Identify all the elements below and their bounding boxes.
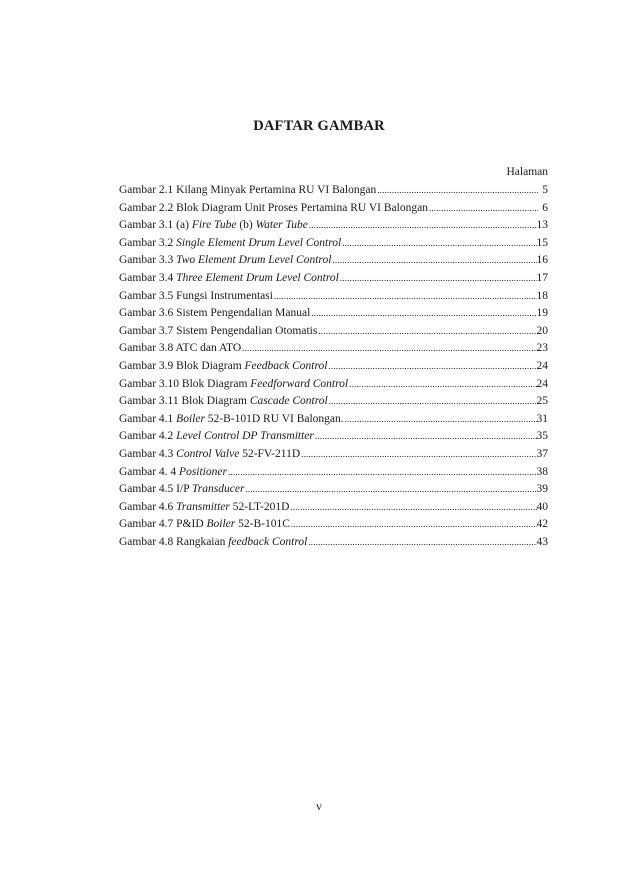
toc-entry-page-number: 23 [536,342,548,355]
toc-entry[interactable] [119,536,548,554]
toc-entry-italic-term: Three Element Drum Level Control [176,271,339,284]
toc-entry-label [119,395,328,407]
toc-entry-label [119,518,290,530]
toc-entry-page-number: 17 [536,271,548,284]
toc-entry-text: Gambar 3.7 Sistem Pengendalian Otomatis [119,324,318,337]
toc-entry-label [119,448,300,460]
toc-entry-label [119,360,327,372]
dot-leader [273,291,537,301]
toc-entry-text: Gambar 4.6 [119,500,177,513]
toc-entry[interactable] [119,448,548,466]
toc-entry-label [119,272,339,284]
toc-entry-label [119,290,273,302]
toc-entry-text: Gambar 3.6 Sistem Pengendalian Manual [119,307,311,320]
toc-entry-italic-term: Transmitter [176,500,230,513]
toc-entry-page-number: 40 [536,500,548,513]
dot-leader [344,414,537,424]
toc-entry-text: Gambar 4.8 Rangkaian [119,535,229,548]
toc-entry-label [119,536,307,548]
page-title: DAFTAR GAMBAR [253,118,385,134]
toc-entry-page-number: 43 [536,535,548,548]
toc-entry[interactable] [119,430,548,448]
toc-entry-page-number: 24 [536,377,548,390]
toc-entry-italic-term: Fire Tube [191,219,237,232]
toc-entry[interactable] [119,413,548,431]
toc-entry-page-number: 20 [536,324,548,337]
toc-entry-text: Gambar 4.1 [119,412,177,425]
toc-entry-text: Gambar 4. 4 [119,465,180,478]
toc-entry-italic-term: Transducer [192,483,245,496]
toc-entry-label [119,184,376,196]
dot-leader [300,449,536,459]
dot-leader [290,519,537,529]
toc-entry-page-number: 16 [536,254,548,267]
toc-entry-page-number: 37 [536,447,548,460]
toc-entry[interactable] [119,466,548,484]
toc-entry-label [119,501,289,513]
toc-entry-text: Gambar 3.5 Fungsi Instrumentasi [119,289,273,302]
page-column-header: Halaman [506,166,548,178]
toc-entry-page-number: 18 [536,289,548,302]
toc-entry-text: Gambar 3.9 Blok Diagram [119,359,245,372]
toc-entry-label [119,430,314,442]
toc-entry-italic-term: Boiler [176,412,205,425]
toc-entry[interactable] [119,307,548,325]
toc-entry-page-number: 24 [536,359,548,372]
toc-entry-label [119,254,331,266]
toc-entry-text: Gambar 2.1 Kilang Minyak Pertamina RU VI Balongan [119,184,377,196]
toc-entry-text: Gambar 4.5 I/P [119,483,193,496]
dot-leader [376,185,538,195]
toc-entry-italic-term: Feedforward Control [250,377,349,390]
dot-leader [428,203,538,213]
dot-leader [331,255,536,265]
dot-leader [317,326,536,336]
toc-entry-page-number: 39 [536,483,548,496]
toc-entry-page-number: 13 [536,219,548,232]
toc-entry[interactable] [119,360,548,378]
toc-entry-italic-term: Boiler [206,518,236,531]
dot-leader [310,308,536,318]
toc-entry[interactable] [119,254,548,272]
toc-entry-text: Gambar 4.3 [119,447,177,460]
toc-entry-page-number: 35 [536,430,548,443]
dot-leader [341,238,536,248]
dot-leader [314,431,537,441]
dot-leader [308,220,537,230]
toc-entry-text: Gambar 4.2 [119,430,177,443]
toc-entry[interactable] [119,501,548,519]
toc-entry[interactable] [119,237,548,255]
toc-entry-italic-term: feedback Control [228,535,308,548]
list-of-figures [119,184,548,553]
toc-entry[interactable] [119,325,548,343]
toc-entry-text: Gambar 3.2 [119,236,177,249]
toc-entry-label [119,307,310,319]
toc-entry-text: (b) [236,219,256,232]
dot-leader [348,379,536,389]
toc-entry[interactable] [119,395,548,413]
toc-entry-text: Gambar 3.8 ATC dan ATO [119,342,242,355]
dot-leader [227,467,537,477]
toc-entry-label [119,466,227,478]
toc-entry-text: Gambar 4.7 P&ID [119,518,207,531]
dot-leader [327,361,536,371]
toc-entry[interactable] [119,290,548,308]
dot-leader [241,343,536,353]
dot-leader [244,484,536,494]
toc-entry-italic-term: Level Control DP Transmitter [176,430,314,443]
dot-leader [328,396,537,406]
toc-entry-label [119,202,428,214]
toc-entry-text: Gambar 3.3 [119,254,177,267]
toc-entry-label [119,325,317,337]
toc-entry[interactable] [119,219,548,237]
toc-entry-page-number: 25 [536,395,548,408]
toc-entry-label [119,219,308,231]
toc-entry-text: Gambar 3.1 (a) [119,219,192,232]
dot-leader [339,273,537,283]
toc-entry-label [119,483,244,495]
toc-entry-label [119,378,348,390]
toc-entry-page-number: 31 [536,412,548,425]
toc-entry-label [119,413,344,425]
toc-entry-text: Gambar 3.10 Blok Diagram [119,377,251,390]
toc-entry-italic-term: Cascade Control [249,395,328,408]
toc-entry[interactable] [119,378,548,396]
toc-entry-italic-term: Positioner [179,465,227,478]
toc-entry-text: 52-B-101D RU VI Balongan. [204,412,344,425]
toc-entry-italic-term: Feedback Control [244,359,328,372]
toc-entry-italic-term: Single Element Drum Level Control [176,236,342,249]
toc-entry-page-number: 38 [536,465,548,478]
toc-entry-text: 52-B-101C [235,518,290,531]
toc-entry[interactable] [119,342,548,360]
toc-entry[interactable] [119,272,548,290]
toc-entry-text: Gambar 3.4 [119,271,177,284]
toc-entry-italic-term: Control Valve [176,447,240,460]
toc-entry[interactable] [119,518,548,536]
toc-entry-text: Gambar 3.11 Blok Diagram [119,395,250,408]
toc-entry-page-number: 42 [536,518,548,531]
dot-leader [307,537,536,547]
toc-entry-italic-term: Two Element Drum Level Control [176,254,332,267]
toc-entry-italic-term: Water Tube [255,219,308,232]
toc-entry-label [119,342,241,354]
toc-entry-page-number: 15 [536,236,548,249]
toc-entry[interactable] [119,202,548,220]
toc-entry-page-number: 19 [536,307,548,320]
toc-entry-text: Gambar 2.2 Blok Diagram Unit Proses Pertamina RU VI Balongan [119,201,428,214]
toc-entry-page-number: 6 [542,201,548,214]
page-number: v [316,801,322,813]
toc-entry-label [119,237,341,249]
dot-leader [289,502,536,512]
toc-entry-page-number: 5 [542,184,548,196]
toc-entry[interactable] [119,483,548,501]
toc-entry[interactable] [119,184,548,202]
toc-entry-text: 52-FV-211D [239,447,301,460]
toc-entry-text: 52-LT-201D [229,500,290,513]
